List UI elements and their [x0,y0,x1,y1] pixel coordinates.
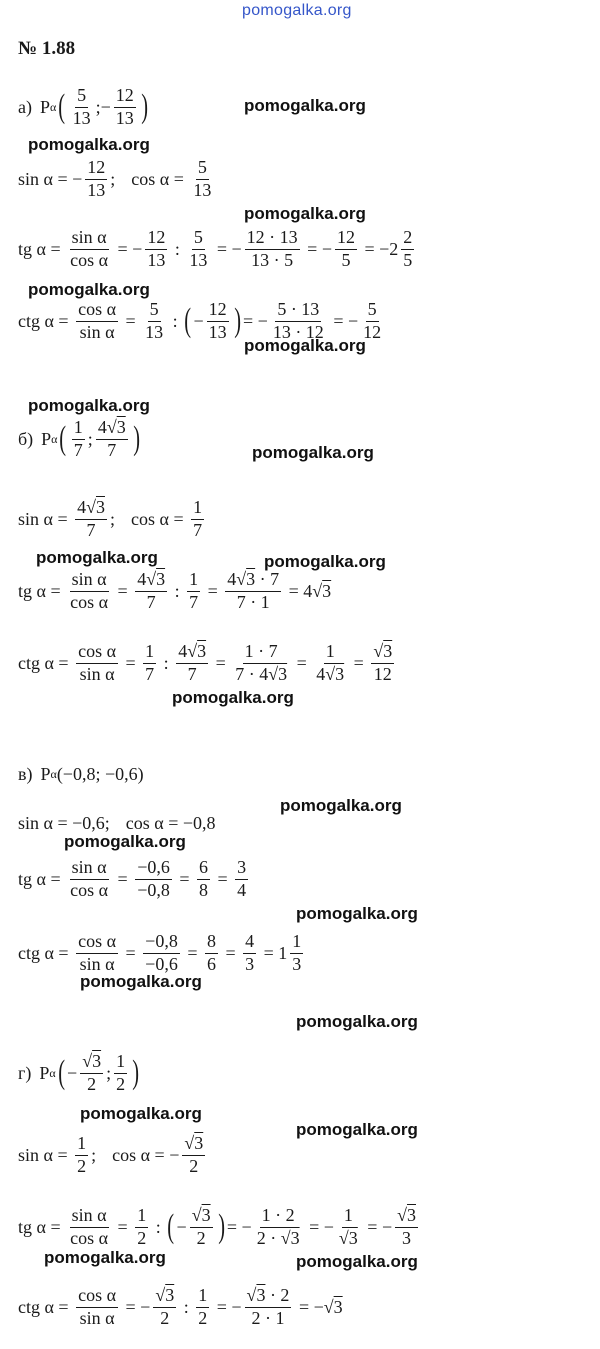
watermark: pomogalka.org [280,796,402,815]
watermark: pomogalka.org [296,1012,418,1031]
part-c-sin-cos: sin α = −0,6; cos α = −0,8 [18,813,216,833]
part-d-ctg: ctg α = $\frac{\text{cos α}}{\text{sin α}}$ = − $\frac{√3}{2}$ : $\frac{1}{2}$ = − $\frac{√3 \cdot 2}{2 \cdot 1}$ = −√ 3 [18,1285,343,1328]
part-a-ctg: ctg α = $\frac{\text{cos α}}{\text{sin α}}$ = $\frac{5}{13}$ : ( − $\frac{12}{13}$ ) = − $\frac{5 \cdot 13}{13 \cdot 12}$ = − $\frac{5}{12}$ [18,299,382,342]
part-d-sin-cos: sin α = $\frac{1}{2}$ ; cos α = − $\frac{√3}{2}$ [18,1133,204,1176]
watermark: pomogalka.org [296,1120,418,1139]
watermark: pomogalka.org [244,204,366,223]
part-d-point: г) P α ( − $\frac{√3}{2}$ ; $\frac{1}{2}$ ) [18,1051,140,1094]
watermark: pomogalka.org [80,972,202,991]
watermark: pomogalka.org [44,1248,166,1267]
part-b-point: б) P α ( $\frac{1}{7}$ ; $\frac{4√3}{7}$ ) [18,417,140,460]
watermark: pomogalka.org [296,904,418,923]
watermark: pomogalka.org [264,552,386,571]
watermark: pomogalka.org [296,1252,418,1271]
watermark: pomogalka.org [244,336,366,355]
watermark: pomogalka.org [28,135,150,154]
watermark: pomogalka.org [172,688,294,707]
part-a-point: а) P α ( $\frac{5}{13}$ ; − $\frac{12}{13}$ ) [18,85,148,128]
watermark: pomogalka.org [80,1104,202,1123]
part-c-tg: tg α = $\frac{\text{sin α}}{\text{cos α}}$ = $\frac{-0,6}{-0,8}$ = $\frac{6}{8}$ = $\frac{3}{4}$ [18,857,247,900]
part-b-ctg: ctg α = $\frac{\text{cos α}}{\text{sin α}}$ = $\frac{1}{7}$ : $\frac{4√3}{7}$ = $\frac{1 \cdot 7}{7 \cdot 4√3}$ = $\frac{1}{4√3}$ = $\frac{√3}{12}$ [18,641,393,684]
watermark: pomogalka.org [244,96,366,115]
watermark: pomogalka.org [28,396,150,415]
watermark: pomogalka.org [252,443,374,462]
watermark: pomogalka.org [28,280,150,299]
watermark: pomogalka.org [36,548,158,567]
watermark: pomogalka.org [64,832,186,851]
part-a-tg: tg α = $\frac{\text{sin α}}{\text{cos α}}$ = − $\frac{12}{13}$ : $\frac{5}{13}$ = − $\frac{12 \cdot 13}{13 \cdot 5}$ = − $\frac{12}{5}$ = −2 $\frac{2}{5}$ [18,227,413,270]
part-c-point: в) P α (−0,8; −0,6) [18,764,144,784]
watermark-top[interactable]: pomogalka.org [242,2,352,19]
part-c-ctg: ctg α = $\frac{\text{cos α}}{\text{sin α}}$ = $\frac{-0,8}{-0,6}$ = $\frac{8}{6}$ = $\frac{4}{3}$ = 1 $\frac{1}{3}$ [18,931,302,974]
problem-number: № 1.88 [18,38,76,59]
part-a-sin-cos: sin α = − $\frac{12}{13}$ ; cos α = $\frac{5}{13}$ [18,157,212,200]
part-b-tg: tg α = $\frac{\text{sin α}}{\text{cos α}}$ = $\frac{4√3}{7}$ : $\frac{1}{7}$ = $\frac{4√3 \cdot 7}{7 \cdot 1}$ = 4√ 3 [18,569,332,612]
part-d-tg: tg α = $\frac{\text{sin α}}{\text{cos α}}$ = $\frac{1}{2}$ : ( − $\frac{√3}{2}$ ) = − $\frac{1 \cdot 2}{2 \cdot √3}$ = − $\frac{1}{√3}$ = − $\frac{√3}{3}$ [18,1205,416,1248]
part-b-sin-cos: sin α = $\frac{4√3}{7}$ ; cos α = $\frac{1}{7}$ [18,497,203,540]
